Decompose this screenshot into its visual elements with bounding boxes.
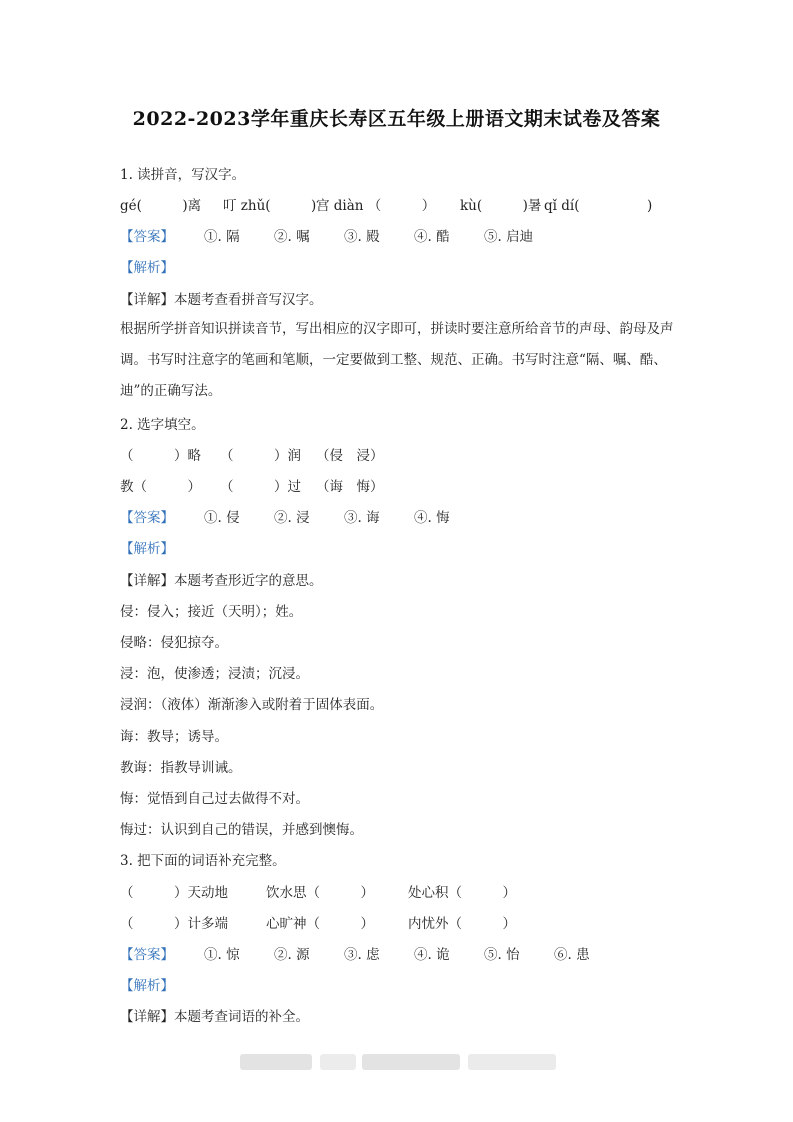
q3-item: （ ）计多端 bbox=[120, 916, 228, 932]
q2-item: （ ）过 bbox=[220, 479, 301, 495]
answer-item: ⑤. 启迪 bbox=[484, 229, 534, 245]
q2-explanation-line: 诲：教导；诱导。 bbox=[120, 729, 228, 745]
answer-item: ②. 浸 bbox=[274, 510, 310, 526]
q2-explanation-line: 悔过：认识到自己的错误，并感到懊悔。 bbox=[120, 822, 363, 838]
answer-tag: 【答案】 bbox=[120, 510, 174, 526]
q3-question: 3. 把下面的词语补充完整。 bbox=[120, 853, 286, 869]
q1-pinyin-item: gé( )离 bbox=[120, 198, 202, 214]
q3-item: 心旷神（ ） bbox=[266, 916, 374, 932]
answer-item: ④. 酷 bbox=[414, 229, 450, 245]
q1-pinyin-item: qǐ dí( ) bbox=[544, 198, 653, 214]
analysis-tag: 【解析】 bbox=[120, 260, 174, 276]
answer-item: ③. 虑 bbox=[344, 947, 380, 963]
answer-tag: 【答案】 bbox=[120, 229, 174, 245]
q3-item: 内忧外（ ） bbox=[408, 916, 516, 932]
q2-item: （侵 浸） bbox=[316, 448, 384, 464]
answer-item: ②. 嘱 bbox=[274, 229, 310, 245]
q2-explanation-line: 浸：泡，使渗透；浸渍；沉浸。 bbox=[120, 666, 309, 682]
analysis-tag: 【解析】 bbox=[120, 978, 174, 994]
q2-item: （ ）略 bbox=[120, 448, 201, 464]
answer-item: ⑥. 患 bbox=[554, 947, 590, 963]
q2-explanation-line: 侵略：侵犯掠夺。 bbox=[120, 635, 228, 651]
q2-item: （诲 悔） bbox=[316, 479, 384, 495]
analysis-tag: 【解析】 bbox=[120, 541, 174, 557]
answer-item: ④. 诡 bbox=[414, 947, 450, 963]
answer-item: ②. 源 bbox=[274, 947, 310, 963]
answer-item: ①. 侵 bbox=[204, 510, 240, 526]
q1-pinyin-item: 叮 zhǔ( ) bbox=[223, 198, 317, 214]
q3-item: 处心积（ ） bbox=[408, 885, 516, 901]
q2-explanation-line: 悔：觉悟到自己过去做得不对。 bbox=[120, 791, 309, 807]
answer-item: ③. 诲 bbox=[344, 510, 380, 526]
q3-item: （ ）天动地 bbox=[120, 885, 228, 901]
q2-explanation-line: 侵：侵入；接近（天明）；姓。 bbox=[120, 604, 303, 620]
q2-item: （ ）润 bbox=[220, 448, 301, 464]
q1-detail: 【详解】本题考查看拼音写汉字。 bbox=[120, 292, 323, 308]
q2-explanation-line: 【详解】本题考查形近字的意思。 bbox=[120, 573, 323, 589]
answer-item: ①. 隔 bbox=[204, 229, 240, 245]
q2-item: 教（ ） bbox=[120, 479, 201, 495]
q1-question: 1. 读拼音，写汉字。 bbox=[120, 167, 246, 183]
answer-tag: 【答案】 bbox=[120, 947, 174, 963]
answer-item: ④. 悔 bbox=[414, 510, 450, 526]
answer-item: ③. 殿 bbox=[344, 229, 380, 245]
q2-question: 2. 选字填空。 bbox=[120, 417, 205, 433]
q3-item: 饮水思（ ） bbox=[266, 885, 374, 901]
answer-item: ⑤. 怡 bbox=[484, 947, 520, 963]
blurred-watermark bbox=[240, 1054, 556, 1070]
answer-item: ①. 惊 bbox=[204, 947, 240, 963]
q2-explanation-line: 浸润：（液体）渐渐渗入或附着于固体表面。 bbox=[120, 697, 384, 713]
q1-pinyin-item: kù( )暑 bbox=[460, 198, 542, 214]
q3-detail: 【详解】本题考查词语的补全。 bbox=[120, 1009, 309, 1025]
document-title: 2022-2023学年重庆长寿区五年级上册语文期末试卷及答案 bbox=[132, 108, 661, 130]
q1-pinyin-item: 宫 diàn （ ） bbox=[316, 198, 436, 214]
q1-explanation: 根据所学拼音知识拼读音节，写出相应的汉字即可，拼读时要注意所给音节的声母、韵母及声调。书写时注意字的笔画和笔顺，一定要做到工整、规范、正确。书写时注意“隔、嘱、酷、迪”的正确写法。 bbox=[120, 321, 674, 399]
q2-explanation-line: 教诲：指教导训诫。 bbox=[120, 760, 242, 776]
